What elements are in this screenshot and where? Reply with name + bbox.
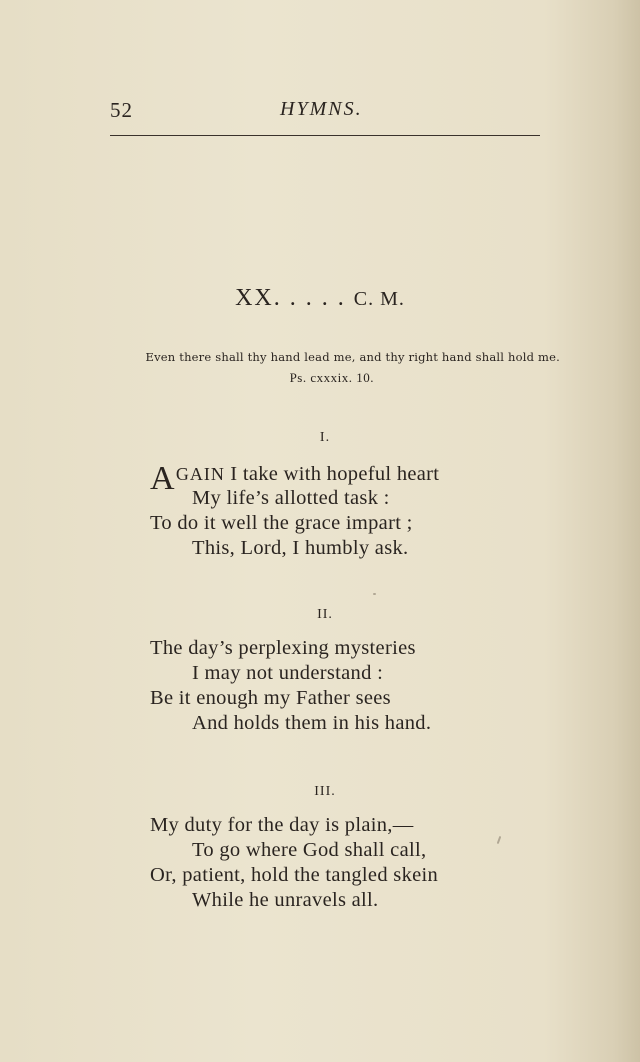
verse-line: To do it well the grace impart ;	[150, 512, 413, 534]
opening-smallcaps: GAIN	[175, 464, 225, 484]
page-header	[110, 98, 540, 128]
verse-line: My duty for the day is plain,—	[150, 814, 414, 836]
epigraph-citation: Ps. cxxxix. 10.	[289, 370, 374, 385]
paper-speck	[497, 836, 502, 844]
epigraph: Even there shall thy hand lead me, and thy right hand shall hold me.	[145, 350, 560, 364]
verse-line: Be it enough my Father sees	[150, 687, 391, 709]
verse-line: This, Lord, I humbly ask.	[192, 537, 409, 559]
verse-line: And holds them in his hand.	[192, 712, 432, 734]
verse-line: I may not understand :	[192, 662, 384, 684]
running-title: HYMNS.	[280, 98, 363, 120]
verse-line: To go where God shall call,	[192, 839, 427, 861]
verse-line: Or, patient, hold the tangled skein	[150, 864, 439, 886]
verse-line: The day’s perplexing mysteries	[150, 637, 416, 659]
verse-line: My life’s allotted task :	[192, 487, 390, 509]
verse-line: While he unravels all.	[192, 889, 379, 911]
hymn-heading	[0, 285, 640, 312]
header-rule	[110, 135, 540, 136]
hymn-number: XX. . . . .	[235, 285, 346, 311]
stanza-numeral: II.	[317, 607, 333, 622]
paper-speck	[373, 593, 376, 595]
stanza-numeral: I.	[319, 430, 331, 445]
stanza-numeral: III.	[314, 784, 336, 799]
hymn-meter: C. M.	[353, 288, 405, 310]
page-number: 52	[110, 98, 133, 122]
verse-line-text: I take with hopeful heart	[224, 463, 440, 485]
drop-cap: A	[150, 460, 175, 497]
